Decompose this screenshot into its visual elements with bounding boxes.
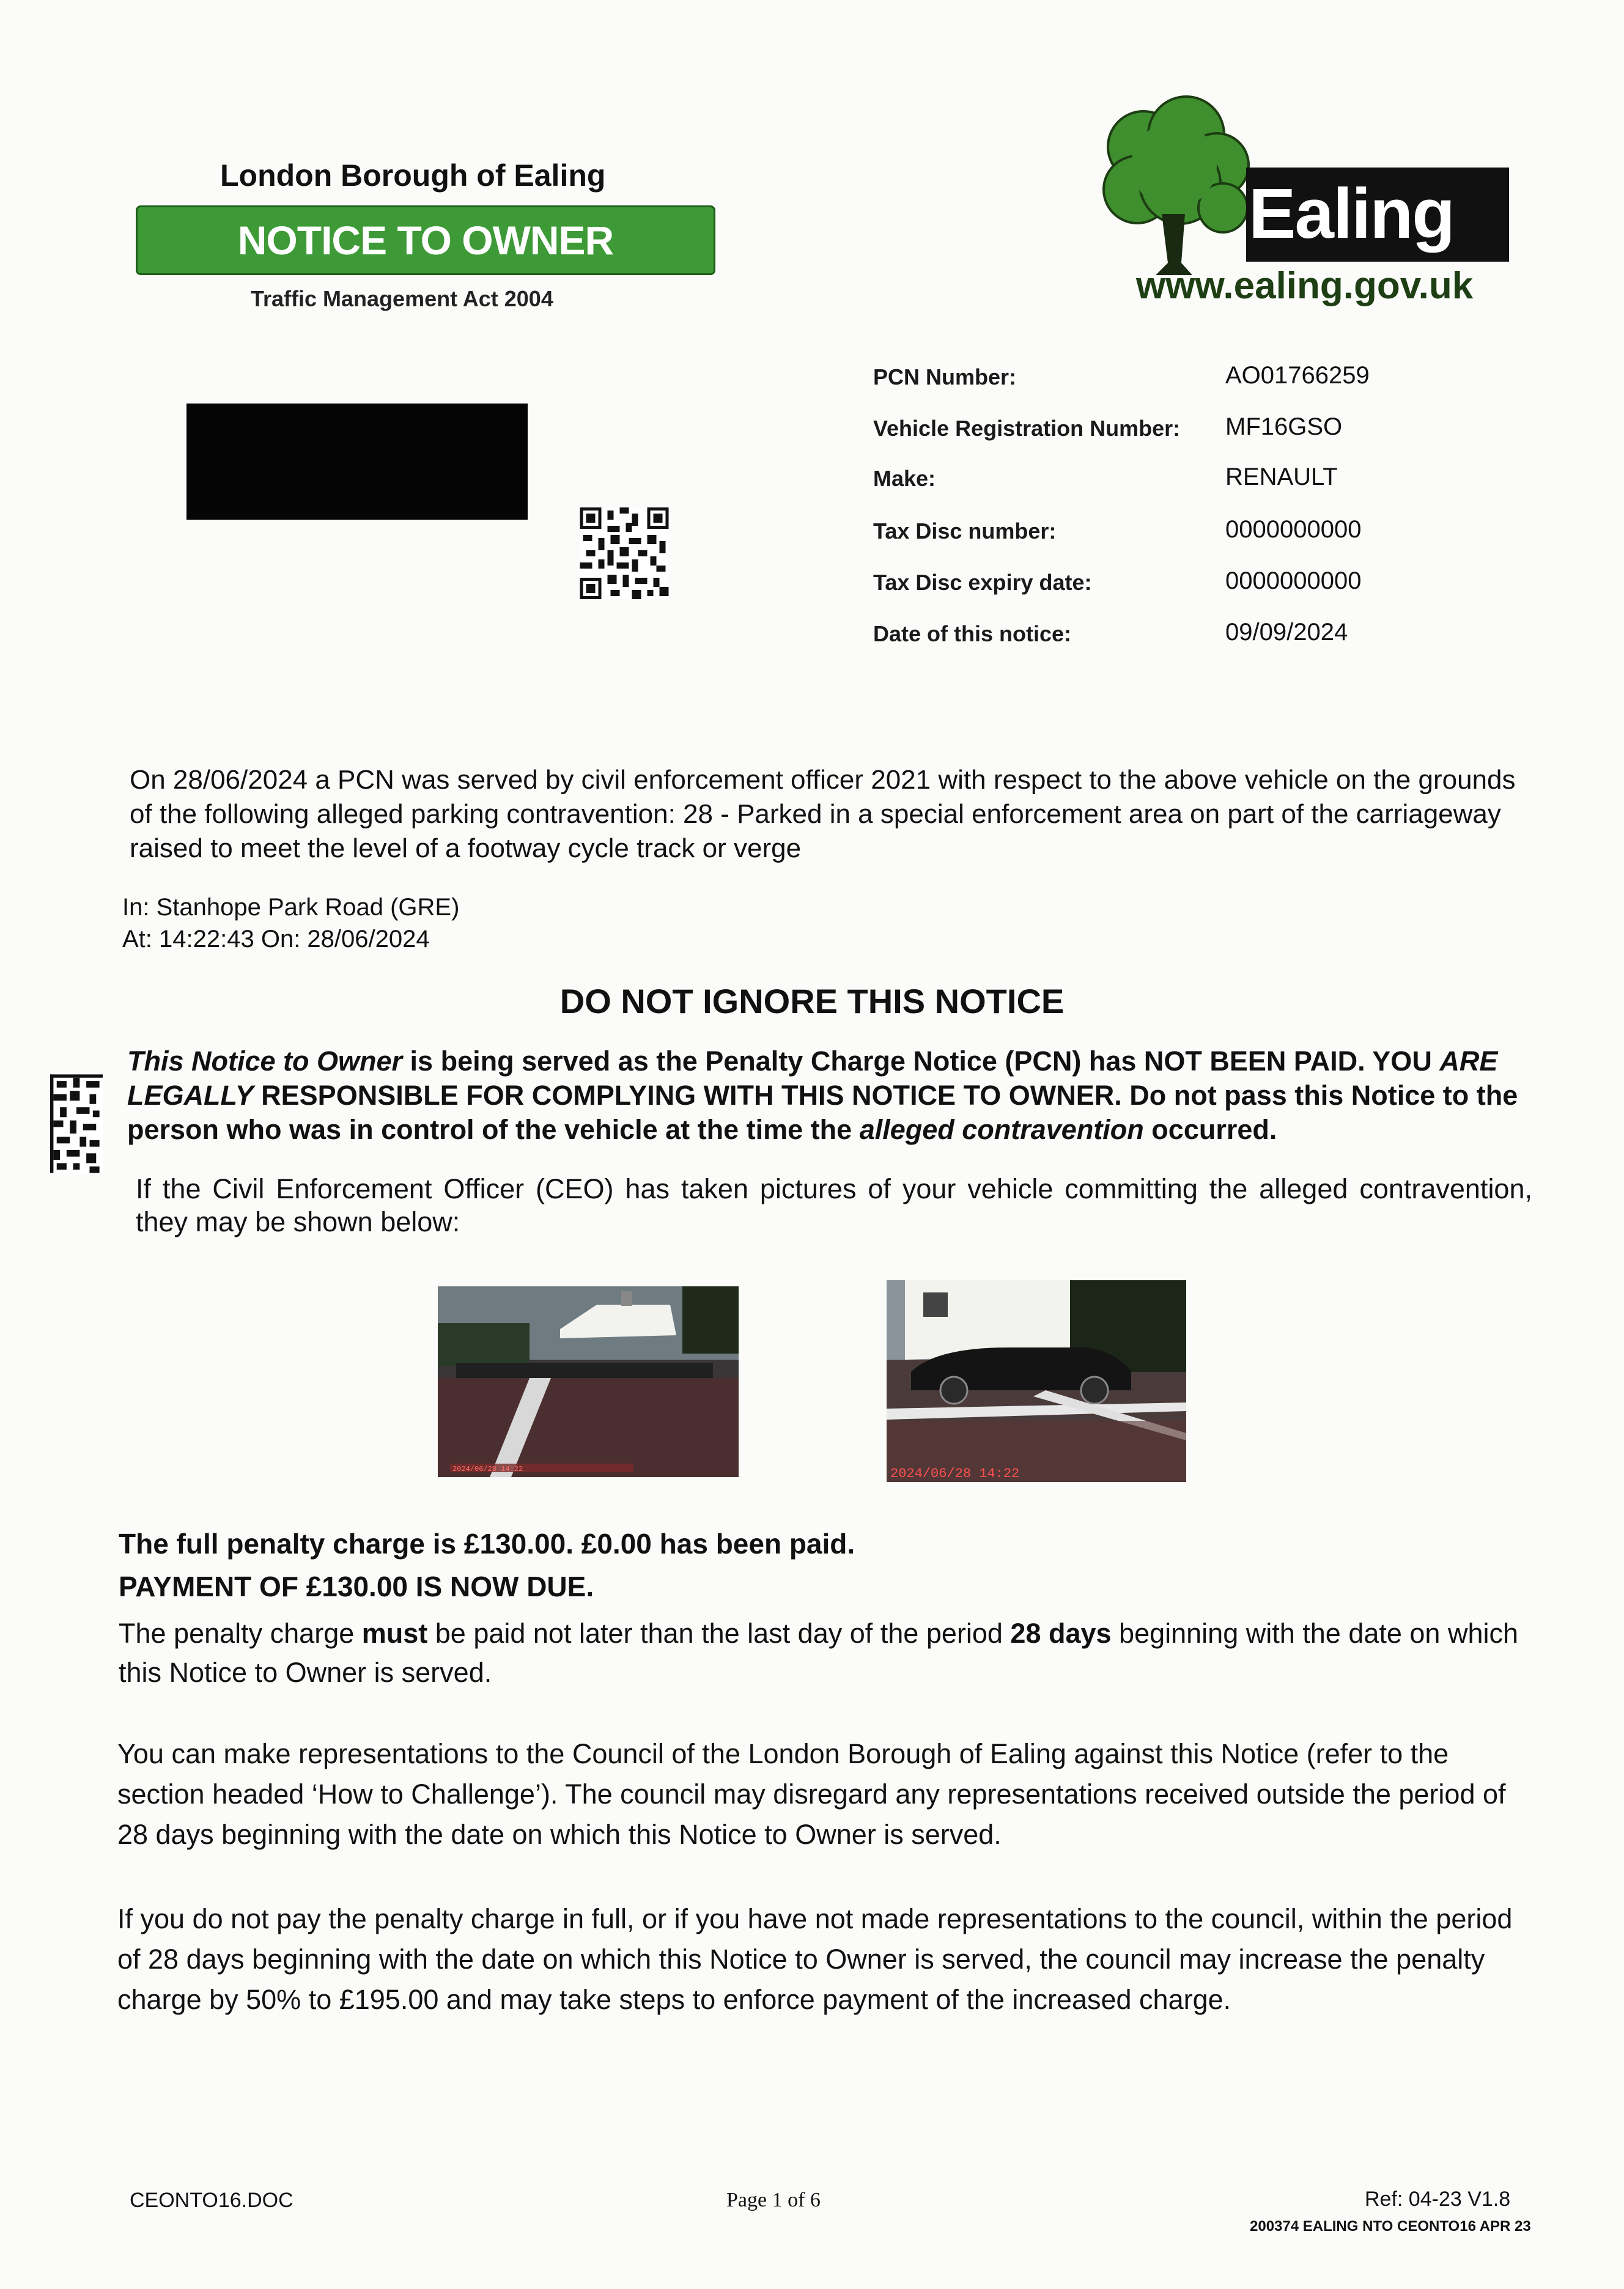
evidence-photo-1 (438, 1286, 739, 1477)
detail-value: AO01766259 (1225, 362, 1370, 389)
evidence-photo-2 (887, 1280, 1186, 1482)
legal-warning: This Notice to Owner is being served as the Penalty Charge Notice (PCN) has NOT BEEN PAID. YOU ARE LEGALLY RESPONSIBLE FOR COMPLYING WITH THIS NOTICE TO OWNER. Do not pass this Notice to the person who was in control of the vehicle at the time the alleged contravention occurred. (127, 1045, 1518, 1145)
act-subtitle: Traffic Management Act 2004 (251, 286, 553, 311)
increase-warning-paragraph: If you do not pay the penalty charge in full, or if you have not made representations to the council, within the period of 28 days beginning with the date on which this Notice to Owner is served, the council may increase the penalty charge by 50% to £195.00 and may take steps to enforce payment of the increased charge. (117, 1903, 1513, 2015)
redacted-address-block (186, 404, 528, 520)
council-website: www.ealing.gov.uk (1136, 265, 1474, 307)
location-street: In: Stanhope Park Road (GRE) (122, 894, 460, 921)
tree-icon (1101, 92, 1260, 275)
notice-heading: DO NOT IGNORE THIS NOTICE (559, 982, 1065, 1020)
representations-paragraph: You can make representations to the Council of the London Borough of Ealing against this Notice (refer to the section headed ‘How to Challenge’). The council may disregard any representations received outside the period of 28 days beginning with the date on which this Notice to Owner is served. (117, 1738, 1506, 1850)
contravention-location (122, 891, 459, 955)
detail-label: Tax Disc expiry date: (873, 570, 1092, 595)
contravention-intro: On 28/06/2024 a PCN was served by civil enforcement officer 2021 with respect to the above vehicle on the grounds of the following alleged parking contravention: 28 - Parked in a special enforcement area on part of the carriageway raised to meet the level of a footway cycle track or verge (130, 765, 1516, 863)
photo-timestamp: 2024/06/28 14:22 (452, 1465, 523, 1473)
logo-wordmark: Ealing (1246, 168, 1509, 262)
notice-title-banner: NOTICE TO OWNER (136, 205, 715, 275)
footer-code: 200374 EALING NTO CEONTO16 APR 23 (1250, 2218, 1531, 2235)
detail-value: 0000000000 (1225, 567, 1362, 594)
footer-ref: Ref: 04-23 V1.8 (1365, 2188, 1511, 2211)
detail-value: RENAULT (1225, 463, 1338, 490)
page-number: Page 1 of 6 (726, 2189, 821, 2211)
ealing-logo (1101, 92, 1529, 318)
location-time: At: 14:22:43 On: 28/06/2024 (122, 926, 430, 953)
full-penalty-charge: The full penalty charge is £130.00. £0.00 has been paid. (119, 1528, 855, 1560)
payment-deadline: The penalty charge must be paid not later than the last day of the period 28 days beginning with the date on which this Notice to Owner is served. (119, 1618, 1519, 1688)
detail-label: Make: (873, 466, 936, 491)
detail-label: Vehicle Registration Number: (873, 416, 1181, 441)
photo-explanation: If the Civil Enforcement Officer (CEO) has taken pictures of your vehicle committing the alleged contravention, they may be shown below: (136, 1173, 1532, 1237)
side-barcode-icon (50, 1073, 103, 1174)
payment-due: PAYMENT OF £130.00 IS NOW DUE. (119, 1571, 594, 1602)
authority-name: London Borough of Ealing (220, 158, 606, 193)
photo-timestamp: 2024/06/28 14:22 (890, 1466, 1020, 1481)
detail-label: PCN Number: (873, 364, 1017, 389)
detail-label: Tax Disc number: (873, 518, 1057, 544)
qr-code-icon (580, 507, 669, 599)
detail-value: 0000000000 (1225, 516, 1362, 543)
detail-label: Date of this notice: (873, 621, 1072, 646)
detail-value: 09/09/2024 (1225, 619, 1348, 646)
detail-value: MF16GSO (1225, 413, 1343, 440)
footer-doc-name: CEONTO16.DOC (130, 2189, 293, 2212)
